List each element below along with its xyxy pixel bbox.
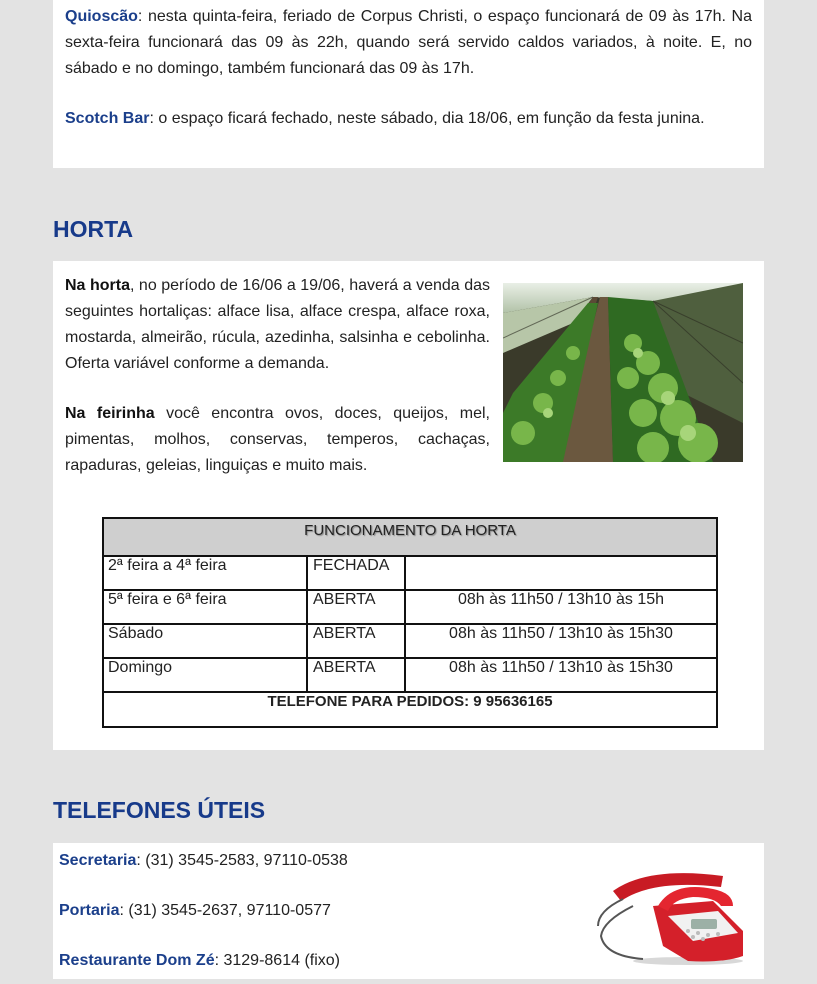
na-horta-label: Na horta xyxy=(65,277,130,294)
phone-portaria xyxy=(59,902,331,920)
row-status: FECHADA xyxy=(308,557,406,589)
portaria-value: : (31) 3545-2637, 97110-0577 xyxy=(119,902,331,919)
scotch-bar-paragraph xyxy=(65,106,752,132)
restaurante-label: Restaurante Dom Zé xyxy=(59,952,215,969)
portaria-label: Portaria xyxy=(59,902,120,919)
row-day: 2ª feira a 4ª feira xyxy=(104,557,308,589)
scotch-bar-label: Scotch Bar xyxy=(65,110,150,127)
phone-restaurante xyxy=(59,952,340,970)
restaurante-value: : 3129-8614 (fixo) xyxy=(214,952,340,969)
telephone-icon xyxy=(593,861,748,966)
row-hours xyxy=(406,557,716,589)
greenhouse-photo xyxy=(503,283,743,462)
table-row xyxy=(104,625,716,659)
table-footer-phone: TELEFONE PARA PEDIDOS: 9 95636165 xyxy=(267,693,553,710)
row-day: Sábado xyxy=(104,625,308,657)
top-notice-card xyxy=(53,0,764,168)
quioscao-label: Quioscão xyxy=(65,8,138,25)
scotch-bar-text: : o espaço ficará fechado, neste sábado, dia 18/06, em função da festa junina. xyxy=(149,110,705,127)
row-hours: 08h às 11h50 / 13h10 às 15h30 xyxy=(449,625,673,642)
table-title: FUNCIONAMENTO DA HORTA xyxy=(104,519,716,557)
na-feirinha-text: você encontra ovos, doces, queijos, mel, pimentas, molhos, conservas, temperos, cachaças, rapaduras, geleias, linguiças e muito mais. xyxy=(65,405,491,474)
secretaria-value: : (31) 3545-2583, 97110-0538 xyxy=(136,852,348,869)
row-hours: 08h às 11h50 / 13h10 às 15h30 xyxy=(449,659,673,676)
row-day: 5ª feira e 6ª feira xyxy=(104,591,308,623)
row-hours: 08h às 11h50 / 13h10 às 15h xyxy=(457,591,665,608)
secretaria-label: Secretaria xyxy=(59,852,137,869)
horta-card xyxy=(53,261,764,750)
na-feirinha-label: Na feirinha xyxy=(65,405,155,422)
horta-heading: HORTA xyxy=(53,216,134,242)
row-status: ABERTA xyxy=(308,591,406,623)
phone-secretaria xyxy=(59,852,348,870)
row-day: Domingo xyxy=(104,659,308,691)
feirinha-paragraph xyxy=(65,401,490,479)
telefones-card xyxy=(53,843,764,979)
horta-schedule-table xyxy=(102,517,718,728)
quioscao-text: : nesta quinta-feira, feriado de Corpus Christi, o espaço funcionará de 09 às 17h. Na sexta-feira funcionará das 09 às 22h, quando será servido caldos variados, à noite. E, no sábado e no domingo, também funcionará das 09 às 17h. xyxy=(65,8,752,77)
row-status: ABERTA xyxy=(308,625,406,657)
table-row xyxy=(104,557,716,591)
horta-text xyxy=(65,273,490,479)
horta-paragraph xyxy=(65,273,490,377)
table-row xyxy=(104,659,716,693)
row-status: ABERTA xyxy=(308,659,406,691)
quioscao-paragraph xyxy=(65,4,752,82)
telefones-heading: TELEFONES ÚTEIS xyxy=(53,797,266,823)
table-row xyxy=(104,591,716,625)
na-horta-text: , no período de 16/06 a 19/06, haverá a venda das seguintes hortaliças: alface lisa, alface crespa, alface roxa, mostarda, almeirão, rúcula, azedinha, salsinha e cebolinha. Oferta variável conforme a demanda. xyxy=(65,277,490,372)
